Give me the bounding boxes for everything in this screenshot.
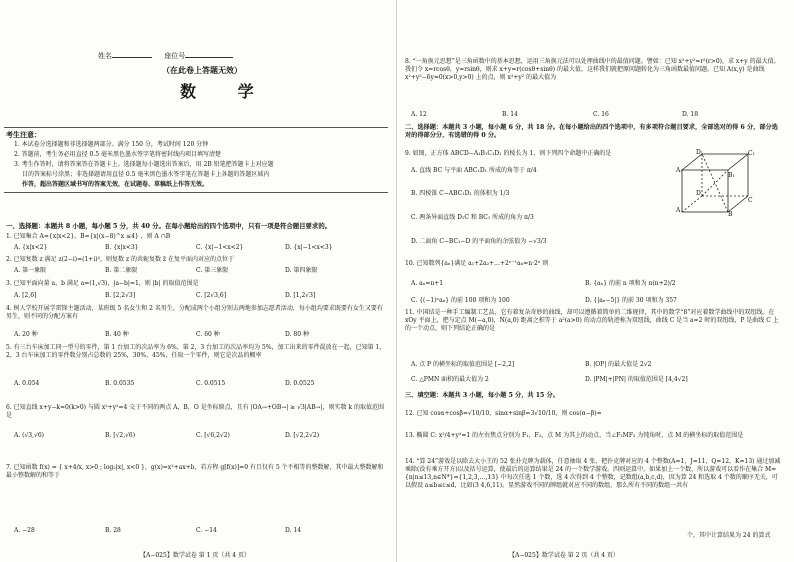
option: D. 二面角 C−BC₁−D 的平面角的余弦值为 −√3/3 [411, 238, 547, 245]
subtitle: （在此卷上答题无效） [162, 65, 242, 75]
cube-label: D₁ [696, 149, 704, 156]
divider [4, 192, 388, 193]
cube-figure [676, 150, 754, 216]
option: C. △PMN 面积的最大值为 2 [411, 376, 489, 383]
divider [4, 127, 388, 128]
option: C. [2√3,6] [196, 292, 227, 299]
name-seat-bar [98, 50, 233, 61]
question-stem: 13. 椭圆 C: x²/4+y²=1 的左右焦点分别为 F₁，F₂，点 M 为其上的动点，当∠F₁MF₂ 为钝角时，点 M 的横坐标的取值范围是 [405, 432, 744, 439]
option: B. 40 种 [105, 331, 129, 338]
page-title: 数 学 [180, 82, 272, 101]
seat-blank [185, 50, 233, 58]
option: A. 0.054 [14, 380, 40, 387]
option: D. {|aₙ−5|} 的前 30 项和为 357 [585, 297, 677, 304]
option: D. [√2,2√2) [285, 432, 320, 439]
option: B. 四棱锥 C−ABC₁D₁ 的体积为 1/3 [411, 190, 510, 197]
cube-label: C₁ [748, 150, 755, 157]
option: A. 12 [411, 111, 427, 118]
right-column [397, 0, 794, 562]
question-stem-tail: 个，其中计算结果为 24 的算式 [687, 532, 771, 539]
name-label: 姓名 [98, 52, 112, 60]
option: C. 60 种 [196, 331, 220, 338]
option: B. 第二象限 [105, 267, 138, 274]
question-stem: 1. 已知集合 A={x|x<2}，B={x|(x−8)^x ≤4} ，则 A ∩B [6, 233, 171, 240]
name-blank [112, 50, 152, 58]
question-stem: 6. 已知直线 x+y−k=0(k>0) 与圆 x²+y²=4 交于不同的两点 A，B，O 是坐标原点，且有 |OA→+OB→| ≥ √3|AB→|，则实数 k 的取值范围是 [6, 404, 385, 419]
option: C. 16 [593, 111, 609, 118]
option: B. [2,2√3] [105, 292, 136, 299]
question-stem: 12. 已知 cosα+cosβ=√10/10，sinα+sinβ=3√10/10，则 cos(α−β)= [405, 410, 602, 417]
option: D. [1,2√3] [285, 292, 316, 299]
option: A. {x|x<2} [14, 244, 48, 251]
notice-item: 目的答案标号涂黑；非选择题请用直径 0.5 毫米黑色墨水签字笔在答题卡上各题的答题区域内 [22, 171, 270, 178]
cube-label: A [676, 207, 681, 214]
question-stem: 9. 如图，正方体 ABCD−A₁B₁C₁D₁ 的棱长为 1，则下列四个命题中正确的是 [405, 150, 612, 157]
section3-heading: 三、填空题：本题共 3 小题，每小题 5 分，共 15 分。 [405, 392, 559, 399]
notice-heading: 考生注意： [6, 130, 41, 139]
option: A. 第一象限 [14, 267, 47, 274]
notice-item: 2. 答题前，考生务必用直径 0.5 毫米黑色墨水签字笔将密封线内项目填写清楚 [14, 151, 221, 158]
option: B. {aₙ} 的前 n 项和为 n(n+2)/2 [585, 280, 676, 287]
cube-label: B [728, 211, 733, 218]
option: C. 第三象限 [196, 267, 229, 274]
option: B. {x|x<3} [105, 244, 139, 251]
option: A. (√3,√6) [14, 432, 45, 439]
option: A. −28 [14, 527, 35, 534]
cube-label: B₁ [728, 172, 735, 179]
option: B. 14 [502, 111, 518, 118]
section1-heading: 一、选择题：本题共 8 小题，每小题 5 分，共 40 分。在每小题给出的四个选项中，只有一项是符合题目要求的。 [6, 222, 332, 230]
notice-item: 3. 考生作答时，请将答案答在答题卡上。选择题每小题选出答案后，用 2B 铅笔把答题卡上对应题 [14, 161, 274, 168]
question-stem: 10. 已知数列{aₙ}满足 a₁+2a₂+…+2ⁿ⁻¹aₙ=n·2ⁿ 则 [405, 260, 549, 267]
option: B. 28 [105, 527, 121, 534]
question-stem: 5. 有三台车床加工同一型号的零件，第 1 台加工的次品率为 6%，第 2，3 台加工的次品率均为 5%，加工出来的零件混放在一起，已知第 1，2，3 台车床加工的零件数分别占总数的 25%，30%，45%，任取一个零件，则它是次品的概率 [6, 344, 386, 359]
option: D. 14 [285, 527, 302, 534]
option: A. [2,6] [14, 292, 37, 299]
option: C. {x|−1<x<2} [196, 244, 244, 251]
option: D. 0.0525 [285, 380, 315, 387]
cube-label: A₁ [676, 167, 683, 174]
option: D. 18 [682, 111, 699, 118]
option: B. |OP| 的最大值是 2√2 [585, 361, 652, 368]
option: A. 直线 BC 与平面 ABC₁D₁ 所成的角等于 π/4 [411, 167, 537, 174]
notice-item: 作答，超出答题区域书写的答案无效，在试题卷、草稿纸上作答无效。 [22, 181, 209, 188]
notice-item: 1. 本试卷分选择题和非选择题两部分。满分 150 分，考试时间 120 分钟 [14, 141, 209, 148]
option: A. 点 P 的横坐标的取值范围是 [−2,2] [411, 361, 515, 368]
page-footer: 【A−025】数学试卷 第 2 页（共 4 页） [509, 552, 619, 559]
option: D. {x|−1<x<3} [285, 244, 333, 251]
question-stem: 11. 中国结是一种手工编制工艺品，它有着复杂奇妙的曲线，却可以遵循着简单的二维规律，其中的数学“8”对应着数学曲线中的双纽线。在 xOy 平面上，把与定点 M(−a,0)，N(a,0) 距离之积等于 a²(a>0) 的动点的轨迹称为双纽线，曲线 C 是当 a=2 时的双纽线，P 是曲线 C 上的一个动点，则下列结论正确的是 [405, 309, 779, 332]
option: A. aₙ=n+1 [411, 280, 444, 287]
question-stem: 7. 已知函数 f(x) = { x+4/x, x>0 ; log₂|x|, x<0 }，g(x)=x²+ax+b，若方程 g[f(x)]=0 有且仅有 5 个不相等的整数解，其中最大整数解和最小整数解的和等于 [6, 464, 384, 479]
option: D. |PM|+|PN| 的取值范围是 [4,4√2] [585, 376, 688, 383]
question-stem: 14. “算 24”游戏是以除去大小王的 52 张扑克牌为载体，任意抽取 4 张，把扑克牌对应的 4 个整数(A=1，J=11，Q=12，K=13) 通过加减乘除(没有乘方开方)以及括号运算，使最后的运算结果是 24 的一个数学游戏。四则运算中，如果加上一个数，所以游戏可以看作在集合 M={n|n≤13,n∈N*}={1,2,3,…,13} 中每次任选 1 个数，选 4 次得到 4 个整数，记数组(a,b,c,d)，因为算 24 和选取 4 个数的顺序无关，可以假设 a≤b≤c≤d，比如(3 4,6,11)。显然游戏不同的牌组就对应不同的数组，那么所有不同的数组一共有 [405, 458, 781, 489]
cube-label: D [696, 190, 701, 197]
cube-label: C [748, 197, 753, 204]
question-stem: 3. 已知平面向量 a、b 满足 a=(1,√3)，|a−b|=1，则 |b| 的取值范围是 [6, 280, 199, 287]
option: C. {(−1)ⁿaₙ} 的前 100 项和为 100 [411, 297, 510, 304]
question-stem: 4. 树人学校开展学雷锋主题活动，某班级 5 名女生和 2 名男生，分配成两个小组分别去两地参加志愿者活动，每小组均要求既要有女生又要有男生，则不同的分配方案有 [6, 305, 383, 320]
option: C. 0.0515 [196, 380, 226, 387]
section2-heading: 二、选择题：本题共 3 小题，每小题 6 分，共 18 分。在每小题给出的四个选项中，有多项符合题目要求，全部选对的得 6 分，部分选对的得部分分，有选错的得 0 分。 [405, 124, 778, 139]
option: C. −14 [196, 527, 217, 534]
option: B. 0.0535 [105, 380, 135, 387]
option: B. [√2,√6) [105, 432, 136, 439]
option: C. [√6,2√2) [196, 432, 230, 439]
option: D. 80 种 [285, 331, 309, 338]
question-stem: 8. “一角换元思想”是三角函数中的基本思想，运用三角换元法可以处理曲线中的最值问题。譬如：已知 x²+y²=r²(r>0)，求 x+y 的最大值。我们令 x=rcosθ，y=rsinθ，则求 x+y=r(cosθ+sinθ) 的最大值，这样我们就把原问题转化为三角函数最值问题。已知 A(x,y) 是曲线 x²+y²−6y=0(x>0,y>0) 上的点，则 x²+y² 的最大值为 [405, 58, 780, 81]
page-footer: 【A−025】数学试卷 第 1 页（共 4 页） [140, 552, 250, 559]
option: A. 20 种 [14, 331, 38, 338]
question-stem: 2. 已知复数 z 满足 z(2−i)=(1+i)²，则复数 z 的共轭复数 z̄ 在复平面内对应的点位于 [6, 256, 234, 263]
option: D. 第四象限 [285, 267, 318, 274]
seat-label: 座位号 [164, 52, 186, 60]
option: C. 两条异面直线 D₁C 和 BC₁ 所成的角为 π/3 [411, 214, 534, 221]
